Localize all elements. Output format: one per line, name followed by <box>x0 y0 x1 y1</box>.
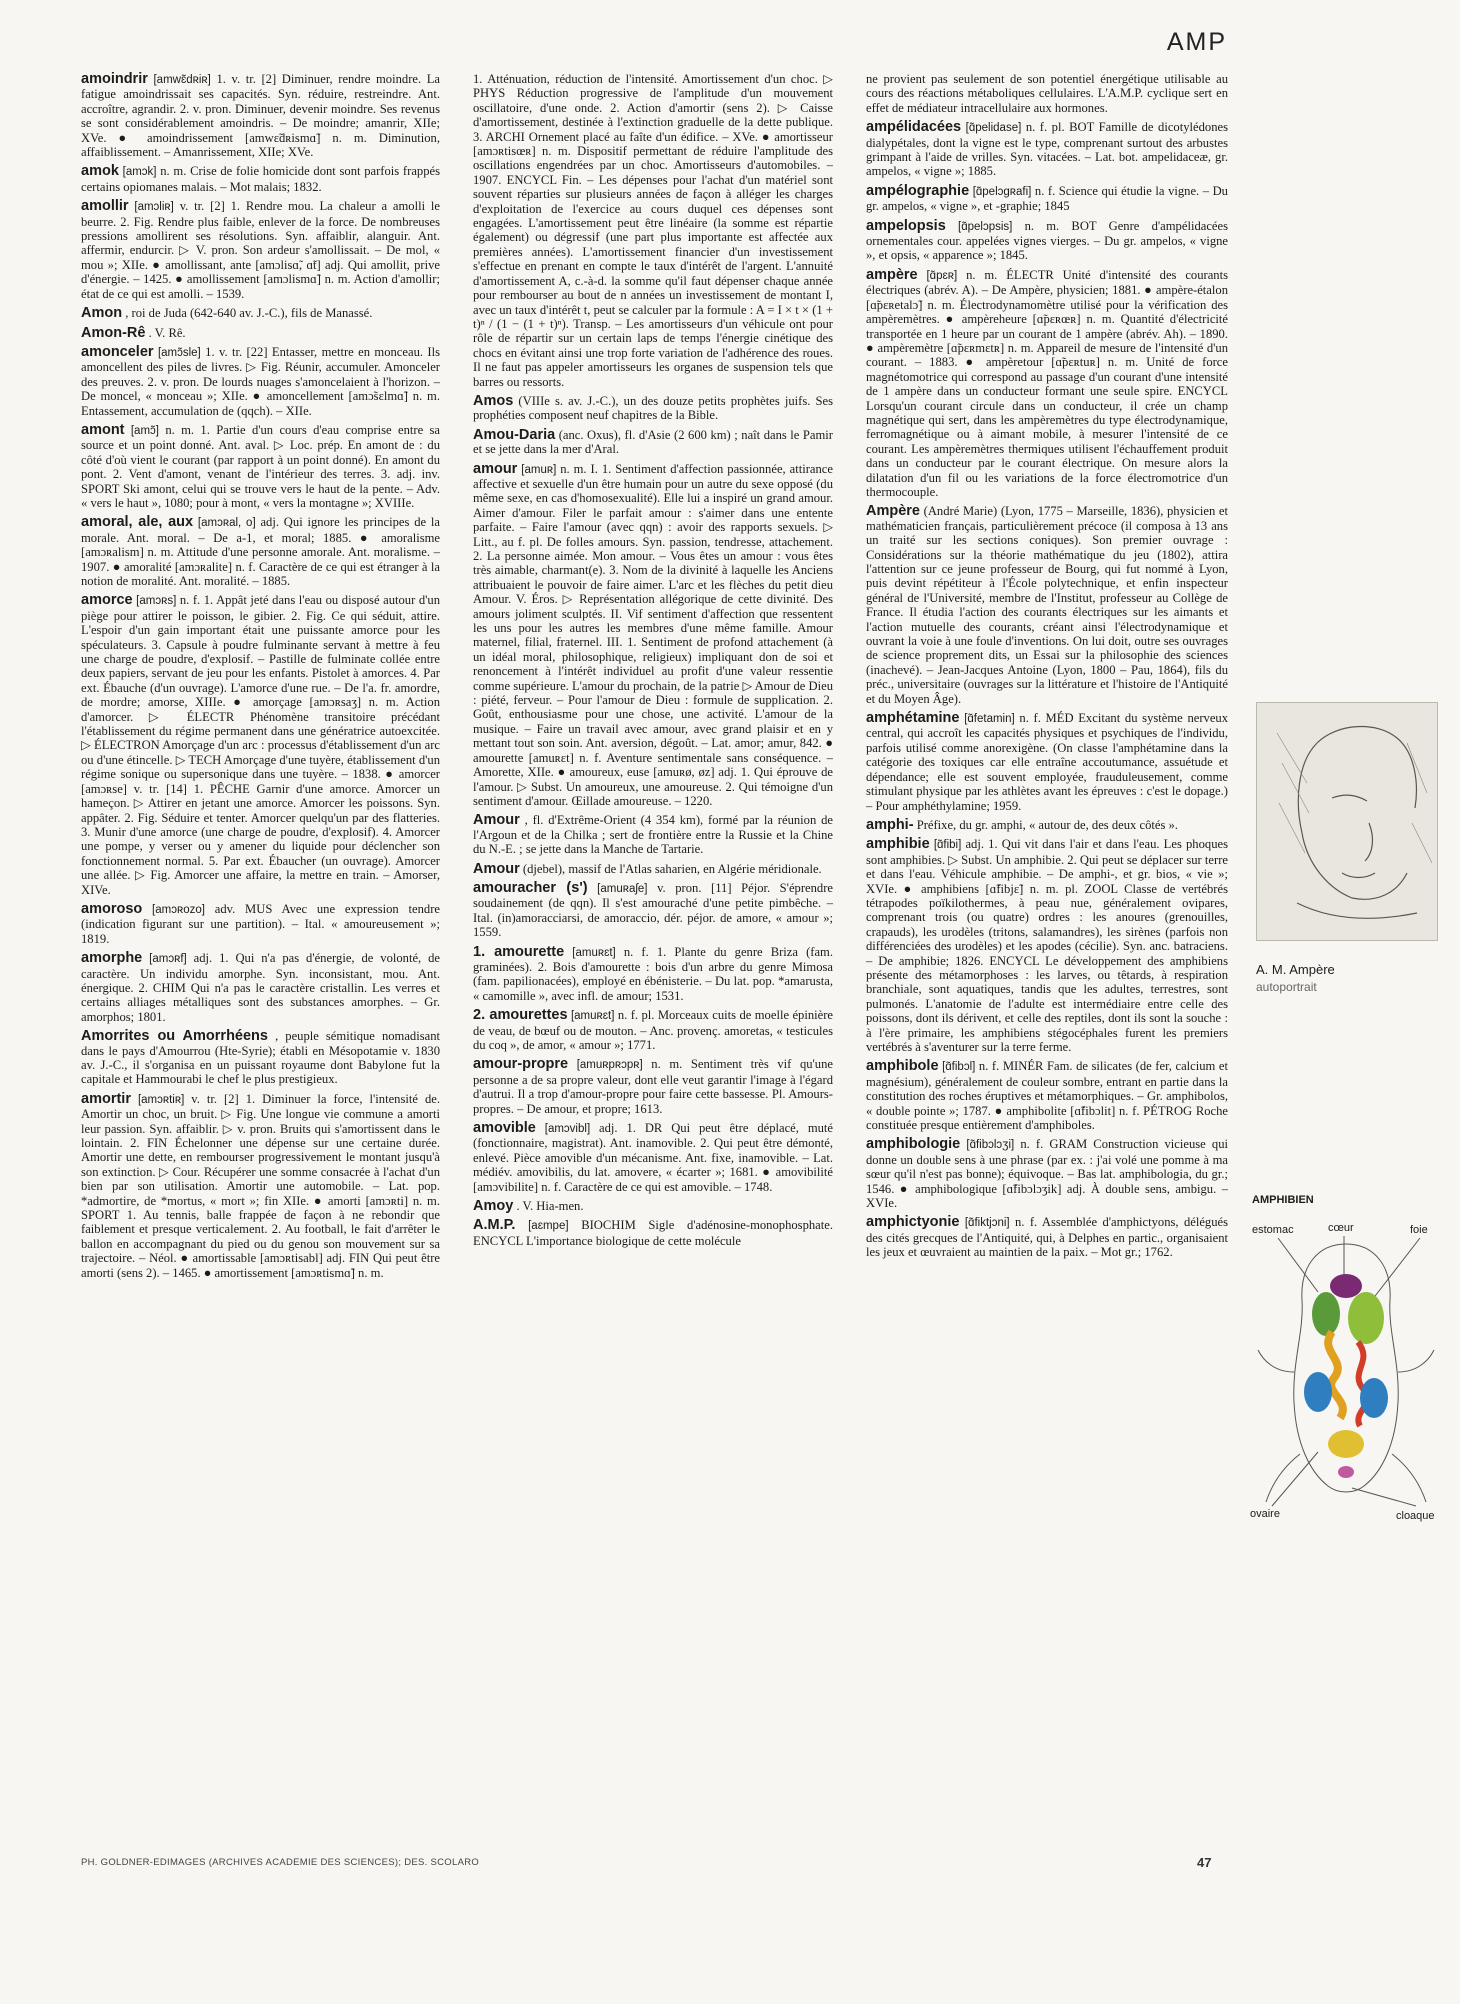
entry-definition: 1. v. tr. [22] Entasser, mettre en monceau. Ils amoncellent des piles de livres. ▷ Fig. Réunir, accumuler. Amonceler des preuves. 2. v. pron. De lourds nuages s'amoncelaient à l'horizon. – De moncel, « monceau »; XIIe. ● amoncellement [amɔ̃sɛlmɑ̃] n. m. Entassement, accumulation de (qqch). – XIIe. <box>81 344 440 418</box>
entry-definition: . V. Rê. <box>148 325 186 340</box>
dictionary-entry <box>473 1008 833 1052</box>
entry-headword: 1. amourette <box>473 943 565 960</box>
entry-pronunciation: [amɔk] <box>122 166 157 179</box>
entry-definition: v. pron. [11] Péjor. S'éprendre soudainement (de qqn). Il s'est amouraché d'une petite pimbêche. – Ital. (in)amoracciarsi, de amoraccio, dér. péjor. de amore, « amour »; 1559. <box>473 880 833 940</box>
entry-headword: amphictyonie <box>866 1214 960 1231</box>
entry-pronunciation: [ɑ̃pɛʀ] <box>926 269 958 282</box>
dictionary-entry <box>473 1057 833 1116</box>
entry-headword: Amour <box>473 812 520 829</box>
entry-definition: v. tr. [2] 1. Diminuer la force, l'intensité de. Amortir un choc, un bruit. ▷ Fig. Une longue vie commune a amorti leur passion. Syn. affaiblir. ▷ v. pron. Bruits qui s'amortissent dans le lointain. 2. FIN Échelonner une dépense sur une certaine durée. Amortir une dette, en rembourser progressivement le montant jusqu'à son extinction. ▷ Cour. Récupérer une somme consacrée à l'achat d'un bien par son utilisation. Amortir une automobile. – Lat. pop. *admortire, de *mortus, « mort »; fin XIIe. ● amorti [amɔʀti] n. m. SPORT 1. Au tennis, balle frappée de façon à ne rebondir que faiblement et presque verticalement. 2. Au football, le fait d'arrêter le ballon en accompagnant du pied ou du genou son mouvement sur sa trajectoire. – Néol. ● amortissable [amɔʀtisabl] adj. FIN Qui peut être amorti (sens 2). – 1465. ● amortissement [amɔʀtismɑ̃] n. m. <box>81 1091 440 1280</box>
entry-pronunciation: [ɑ̃fetamin] <box>964 713 1015 726</box>
entry-definition: n. f. 1. Appât jeté dans l'eau ou disposé autour d'un piège pour attirer le poisson, le gibier. 2. Fig. Ce qui séduit, attire. L'espoir d'un gain important était une puissante amorce pour les spéculateurs. 3. Capsule à poudre fulminante servant à mettre à feu une charge de poudre, d'explosif. – Pastille de fulminate collée entre deux papiers, servant de jeu pour les enfants. Pistolet à amorces. 4. Par ext. Ébauche (d'un ouvrage). L'amorce d'une rue. – De l'a. fr. amordre, de mordre; amorse, XIIIe. ● amorçage [amɔʀsaʒ] n. m. Action d'amorcer. ▷ ÉLECTR Phénomène transitoire précédant l'établissement du régime permanent dans une génératrice autoexcitée. ▷ ÉLECTRON Amorçage d'un arc : processus d'établissement d'un arc ou d'une étincelle. ▷ TECH Amorçage d'une tuyère, établissement d'un régime sonique ou supersonique dans une tuyère. – 1838. ● amorcer [amɔʀse] v. tr. [14] 1. PÊCHE Garnir d'une amorce. Amorcer un hameçon. ▷ Attirer en jetant une amorce. Amorcer les poissons. Syn. appâter. 2. Fig. Séduire et tenter. Amorcer quelqu'un par des flatteries. 3. Munir d'une amorce (une charge de poudre, d'explosif). 4. Amorcer une pompe, y verser ou y amener du liquide pour déclencher son fonctionnement normal. 5. Par ext. Ébaucher (un ouvrage). Amorcer une allée. ▷ Fig. Amorcer une affaire, la mettre en train. – Amorser, XIVe. <box>81 593 440 897</box>
entry-pronunciation: [amɔʀozo] <box>152 903 205 916</box>
portrait-subcaption: autoportrait <box>1256 980 1317 994</box>
dictionary-entry <box>866 837 1228 1054</box>
entry-headword: Amon-Rê <box>81 324 146 341</box>
entry-definition: v. tr. [2] 1. Rendre mou. La chaleur a amolli le beurre. 2. Fig. Rendre plus faible, enlever de la force. De nombreuses pressions amollirent ses résolutions. Syn. affaiblir, alanguir. Ant. affermir, endurcir. ▷ V. pron. Son ardeur s'amollissait. – De mol, « mou »; XIIe. ● amollissant, ante [amɔlisɑ̃, ɑ̃t] adj. Qui amollit, prive d'énergie. – 1425. ● amollissement [amɔlismɑ̃] n. m. Action d'amollir; état de ce qui est amolli. – 1539. <box>81 199 440 301</box>
column-3 <box>866 72 1228 1840</box>
entry-headword: Amos <box>473 392 514 409</box>
entry-pronunciation: [ɑ̃fiktjɔni] <box>964 1217 1010 1230</box>
entry-pronunciation: [amɔvibl] <box>544 1123 591 1136</box>
entry-headword: amollir <box>81 198 129 215</box>
entry-definition: (djebel), massif de l'Atlas saharien, en Algérie méridionale. <box>522 861 822 876</box>
entry-headword: Ampère <box>866 503 920 520</box>
entry-headword: amphibie <box>866 836 930 853</box>
dictionary-entry <box>866 1059 1228 1132</box>
entry-definition: n. f. MINÉR Fam. de silicates (de fer, calcium et magnésium), généralement de couleur sombre, entrant en partie dans la constitution des roches éruptives et métamorphiques. – Gr. amphibolos, « double pointe »; 1787. ● amphibolite [ɑ̃fibɔlit] n. f. PÉTROG Roche constituée presque entièrement d'amphiboles. <box>866 1059 1228 1133</box>
dictionary-entry <box>473 862 833 876</box>
entry-definition: n. f. Science qui étudie la vigne. – Du gr. ampelos, « vigne », et -graphie; 1845 <box>866 183 1228 214</box>
entry-headword: ampère <box>866 266 918 283</box>
entry-headword: ampélographie <box>866 182 970 199</box>
entry-headword: ampelopsis <box>866 217 946 234</box>
entry-pronunciation: [ɑ̃pelɔgʀafi] <box>972 185 1032 198</box>
running-head: AMP <box>1166 28 1227 56</box>
dictionary-entry <box>866 504 1228 706</box>
column-2 <box>473 72 833 1840</box>
entry-definition: (anc. Oxus), fl. d'Asie (2 600 km) ; naît dans le Pamir et se jette dans la mer d'Aral. <box>473 427 833 457</box>
entry-pronunciation: [amuʀ] <box>521 463 557 476</box>
entry-headword: ampélidacées <box>866 119 962 136</box>
entry-headword: amoindrir <box>81 72 148 87</box>
portrait-caption: A. M. Ampère <box>1256 962 1335 977</box>
dictionary-entry <box>866 120 1228 179</box>
entry-definition: Préfixe, du gr. amphi, « autour de, des deux côtés ». <box>916 817 1178 832</box>
entry-headword: amonceler <box>81 343 154 360</box>
dictionary-entry <box>866 711 1228 813</box>
dictionary-entry <box>81 1092 440 1280</box>
entry-definition: BIOCHIM Sigle d'adénosine-monophosphate. ENCYCL L'importance biologique de cette molécule <box>473 1218 833 1248</box>
dictionary-entry <box>81 72 440 159</box>
entry-headword: amorphe <box>81 950 143 967</box>
dictionary-entry <box>473 881 833 940</box>
entry-definition: (André Marie) (Lyon, 1775 – Marseille, 1836), physicien et mathématicien français, particulièrement précoce (il composa à 13 ans un traité sur les sections coniques). Son premier ouvrage : Considérations sur la théorie mathématique du jeu (1802), attira l'attention sur ce jeune professeur de Bourg, qui fut nommé à Lyon, puis devint répétiteur à l'École polytechnique, et enfin inspecteur général de l'Université, membre de l'Institut, professeur au Collège de France. Il étudia l'action des courants électriques sur les aimants et l'action mutuelle des courants, créant ainsi l'électrodynamique et ouvrant la voie à une foule d'inventions. On lui doit, outre ses ouvrages de science proprement dits, un Essai sur la philosophie des sciences (inachevé). – Jean-Jacques Antoine (Lyon, 1800 – Pau, 1864), fils du préc., universitaire (ouvrages sur la littérature et l'histoire de l'Antiquité et du Moyen Âge). <box>866 504 1228 706</box>
label-ovaire: ovaire <box>1250 1508 1280 1520</box>
entry-definition: n. m. 1. Partie d'un cours d'eau comprise entre sa source et un point donné. Ant. aval. ▷ Loc. prép. En amont de : du côté d'où vient le courant (par rapport à un point donné). En amont du pont. 2. Vent d'amont, venant de l'intérieur des terres. 3. adj. inv. SPORT Ski amont, celui qui se trouve vers le haut de la pente. – Adv. « vers le haut », 1080; pour à mont, « vers la montagne »; XVIIIe. <box>81 422 440 510</box>
dictionary-entry <box>866 818 1228 832</box>
dictionary-entry <box>866 72 1228 115</box>
dictionary-entry <box>473 428 833 457</box>
entry-definition: adj. Qui ignore les principes de la morale. Ant. moral. – De a-1, et moral; 1885. ● amoralisme [amɔʀalism] n. m. Attitude d'une personne amorale. Ant. moralisme. – 1907. ● amoralité [amɔʀalite] n. f. Caractère de ce qui est étranger à la notion de moralité. Ant. moralité. – 1885. <box>81 515 440 588</box>
entry-pronunciation: [amɔ̃] <box>130 424 159 437</box>
entry-pronunciation: [ɑ̃fibɔlɔʒi] <box>966 1139 1015 1152</box>
entry-headword: amphétamine <box>866 710 960 727</box>
label-coeur: cœur <box>1328 1222 1354 1234</box>
entry-pronunciation: [amɔliʀ] <box>134 201 174 214</box>
entry-definition: adj. 1. Qui n'a pas d'énergie, de volonté, de caractère. Un individu amorphe. Syn. inconsistant, mou. Ant. énergique. 2. CHIM Qui n'a pas le caractère cristallin. Les verres et certains alliages métalliques sont des substances amorphes. – Gr. amorphos; 1801. <box>81 951 440 1024</box>
entry-headword: amoroso <box>81 900 143 917</box>
entry-definition: 1. v. tr. [2] Diminuer, rendre moindre. La fatigue amoindrissait ses capacités. Syn. réduire, restreindre. Ant. accroître, agrandir. 2. v. pron. Diminuer, devenir moindre. Ses revenus se sont considérablement amoindris. – De moindre; amanrir, XIIe; XVe. ● amoindrissement [amwɛ̃dʀismɑ̃] n. m. Diminution, affaiblissement. – Amanrissement, XIIe; XVe. <box>81 72 440 160</box>
dictionary-entry <box>81 593 440 897</box>
entry-definition: n. f. MÉD Excitant du système nerveux central, qui accroît les capacités physiques et psychiques de l'individu, parfois utilisé comme anorexigène. (On classe l'amphétamine dans la catégorie des toxiques car elle entraîne accoutumance, assuétude et dépendance; elle est souvent employée, frauduleusement, comme stimulant physique par les athlètes avant les épreuves : c'est le dopage.) – Pour amphéthylamine; 1959. <box>866 711 1228 813</box>
entry-pronunciation: [amɔʀs] <box>136 595 177 608</box>
entry-headword: 2. amourettes <box>473 1007 568 1024</box>
entry-pronunciation: [aɛmpe] <box>528 1220 569 1233</box>
entry-pronunciation: [amɔʀal, o] <box>197 517 256 530</box>
entry-pronunciation: [ɑ̃fibɔl] <box>942 1061 976 1074</box>
label-foie: foie <box>1410 1224 1428 1236</box>
entry-headword: amouracher (s') <box>473 879 588 896</box>
entry-headword: amoral, ale, aux <box>81 514 194 531</box>
dictionary-entry <box>473 462 833 809</box>
column-1 <box>81 72 440 1840</box>
dictionary-entry <box>81 1029 440 1087</box>
entry-headword: Amoy <box>473 1198 514 1215</box>
dictionary-entry <box>473 1199 833 1213</box>
entry-definition: (VIIIe s. av. J.-C.), un des douze petits prophètes juifs. Ses prophéties composent neuf chapitres de la Bible. <box>473 393 833 423</box>
entry-definition: adj. 1. DR Qui peut être déplacé, muté (fonctionnaire, magistrat). Ant. inamovible. 2. Qui peut être démonté, enlevé. Pièce amovible d'un mécanisme. Ant. fixe, inamovible. – Lat. médiév. amovibilis, du lat. amovere, « écarter »; 1681. ● amovibilité [amɔvibilite] n. f. Caractère de ce qui est amovible. – 1748. <box>473 1121 833 1194</box>
entry-definition: ne provient pas seulement de son potentiel énergétique utilisable au cours des réactions métaboliques cellulaires. L'A.M.P. cyclique sert en effet de médiateur intracellulaire aux hormones. <box>866 72 1228 115</box>
entry-pronunciation: [amuʀɛt] <box>572 946 616 959</box>
entry-headword: Amou-Daria <box>473 426 556 443</box>
dictionary-entry <box>473 813 833 856</box>
entry-headword: amorce <box>81 592 133 609</box>
entry-definition: . V. Hia-men. <box>516 1199 584 1214</box>
dictionary-entry <box>81 326 440 340</box>
dictionary-entry <box>473 72 833 389</box>
ampere-portrait-image <box>1256 702 1438 941</box>
dictionary-entry <box>866 1215 1228 1259</box>
entry-headword: amour-propre <box>473 1056 569 1073</box>
entry-pronunciation: [amwɛ̃dʀiʀ] <box>153 74 211 86</box>
entry-definition: , roi de Juda (642-640 av. J.-C.), fils de Manassé. <box>125 306 373 321</box>
entry-definition: n. f. pl. Morceaux cuits de moelle épinière de veau, de bœuf ou de mouton. – Anc. provenç. amoretas, « testicules du coq », de amor, « amour »; 1771. <box>473 1008 833 1052</box>
dictionary-entry <box>473 1218 833 1248</box>
entry-definition: n. m. I. 1. Sentiment d'affection passionnée, attirance affective et sexuelle d'un être humain pour un autre du sexe opposé (du même sexe, en cas d'homosexualité). Elle lui a inspiré un grand amour. Aimer d'amour. Filer le parfait amour : s'aimer dans une entente parfaite. – Faire l'amour (avec qqn) : avoir des rapports sexuels. ▷ Litt., au f. pl. De folles amours. Syn. passion, tendresse, attachement. 2. La personne aimée. Mon amour. – Vous êtes un amour : vous êtes très aimable, charmant(e). 3. Nom de la divinité à laquelle les Anciens attribuaient le pouvoir de faire aimer. L'arc et les flèches du petit dieu Amour. V. Éros. ▷ Représentation allégorique de cette divinité. Des amours joliment sculptés. II. Vif sentiment d'affection que ressentent les uns pour les autres les membres d'une même famille. Amour maternel, filial, fraternel. III. 1. Sentiment de profond attachement (à un idéal moral, philosophique, religieux) impliquant don de soi et renoncement à l'intérêt individuel au profit d'une valeur ressentie comme supérieure. L'amour du prochain, de la patrie ▷ Amour de Dieu : piété, ferveur. – Pour l'amour de Dieu : formule de supplication. 2. Goût, enthousiasme pour une chose, une activité. L'amour de la musique. – Faire un travail avec amour, avec grand plaisir et en y mettant tout son soin. Ant. aversion, dégoût. – Lat. amor; amur, 842. ● amourette [amuʀɛt] n. f. Aventure sentimentale sans conséquence. – Amorette, XIIe. ● amoureux, euse [amuʀø, øz] adj. 1. Qui éprouve de l'amour. ▷ Subst. Un amoureux, une amoureuse. 2. Qui témoigne d'un sentiment d'amour. Œillade amoureuse. – 1220. <box>473 461 833 808</box>
entry-headword: amok <box>81 163 119 180</box>
entry-definition: n. m. BOT Genre d'ampélidacées ornementales cour. appelées vignes vierges. – Du gr. ampelos, « vigne », et opsis, « apparence »; 1845. <box>866 218 1228 263</box>
dictionary-entry <box>81 902 440 946</box>
entry-definition: 1. Atténuation, réduction de l'intensité. Amortissement d'un choc. ▷ PHYS Réduction progressive de l'amplitude d'un mouvement oscillatoire, d'une onde. 2. Action d'amortir (sens 2). ▷ Caisse d'amortissement, destinée à l'extinction graduelle de la dette publique. 3. ARCHI Ornement placé au faîte d'un édifice. – XVe. ● amortisseur [amɔʀtisœʀ] n. m. Dispositif permettant de réduire l'amplitude des oscillations engendrées par un choc. Amortisseurs d'automobiles. – 1907. ENCYCL Fin. – Les dépenses pour l'achat d'un matériel sont souvent réparties sur plusieurs années de façon à alléger les charges d'exploitation de l'exercice au cours duquel ces dépenses sont engagées. L'amortissement peut être linéaire (la somme est répartie également) ou dégressif (une part plus importante est affectée aux premières années). L'amortissement financier d'un investissement s'effectue en prenant en compte le taux d'intérêt de l'argent. L'annuité d'amortissement A, c.-à-d. la somme qu'il faut dépenser chaque année pour rembourser au bout de n années un investissement de montant I, avec un taux d'intérêt t, peut se calculer par la formule : A = I × t × (1 + t)ⁿ / (1 − (1 + t)ⁿ). Transp. – Les amortisseurs d'un véhicule ont pour rôle de répartir sur un certain laps de temps l'énergie cinétique des chocs en évitant ainsi une trop forte variation de l'adhérence des roues. Il ne faut pas appeler amortisseurs les organes de suspension tels que barres ou ressorts. <box>473 72 833 389</box>
entry-pronunciation: [amɔʀtiʀ] <box>137 1093 185 1106</box>
entry-headword: A.M.P. <box>473 1217 516 1234</box>
entry-headword: amphi- <box>866 816 914 833</box>
entry-definition: n. f. GRAM Construction vicieuse qui donne un double sens à une phrase (par ex. : j'ai volé une pomme à ma sœur qu'il n'est pas bonne); équivoque. – Bas lat. amphibologia, du gr.; 1546. ● amphibologique [ɑ̃fibɔlɔʒik] adj. À double sens, ambigu. – XVIe. <box>866 1137 1228 1211</box>
entry-definition: adj. 1. Qui vit dans l'air et dans l'eau. Les phoques sont amphibies. ▷ Subst. Un amphibie. 2. Qui peut se déplacer sur terre et dans l'eau. Véhicule amphibie. – De amphi-, et gr. bios, « vie »; XVIe. ● amphibiens [ɑ̃fibjɛ̃] n. m. pl. ZOOL Classe de vertébrés tétrapodes poïkilothermes, à peau nue, généralement ovipares, comprenant trois (ou quatre) ordres : les anoures (grenouilles, crapauds), les urodèles (tritons, salamandres), les sirènes (parfois non différenciées des urodèles) et les apodes (cécilie). Syn. anc. batraciens. – De amphibie; 1826. ENCYCL Le développement des amphibiens présente des métamorphoses : les larves, ou têtards, à respiration branchiale, sont aquatiques, tandis que les adultes, terrestres, sont pulmonés. L'anatomie de l'adulte est intermédiaire entre celle des poissons, dont ils dérivent, et celle des reptiles, dont ils sont la souche : à l'ère primaire, les amphibiens stégocéphales furent les premiers vertébrés à s'aventurer sur la terre ferme. <box>866 837 1228 1054</box>
amphibian-anatomy-figure <box>1248 1222 1444 1528</box>
dictionary-entry <box>473 945 833 1004</box>
dictionary-entry <box>473 1121 833 1194</box>
entry-headword: amont <box>81 421 125 438</box>
entry-definition: n. f. Assemblée d'amphictyons, délégués des cités grecques de l'Antiquité, qui, à Delphes en partic., organisaient les jeux et œuvraient au maintien de la paix. – Mot gr.; 1762. <box>866 1215 1228 1260</box>
dictionary-entry <box>866 219 1228 263</box>
dictionary-entry <box>866 1137 1228 1210</box>
label-cloaque: cloaque <box>1396 1510 1435 1522</box>
entry-headword: amovible <box>473 1120 536 1137</box>
dictionary-entry <box>866 268 1228 500</box>
dictionary-entry <box>81 423 440 510</box>
figure-title: AMPHIBIEN <box>1252 1194 1314 1206</box>
entry-headword: amortir <box>81 1090 131 1107</box>
entry-definition: n. f. pl. BOT Famille de dicotylédones dialypétales, dont la vigne est le type, comprenant surtout des arbustes grimpant à l'aide de vrilles. Syn. vitacées. – Lat. bot. ampelidaceæ, gr. ampelos, « vigne »; 1885. <box>866 120 1228 179</box>
entry-pronunciation: [ɑ̃pelidase] <box>965 122 1022 135</box>
dictionary-entry <box>81 199 440 301</box>
dictionary-entry <box>866 184 1228 214</box>
entry-definition: n. m. ÉLECTR Unité d'intensité des courants électriques (abrév. A). – De Ampère, physicien; 1881. ● ampère-étalon [ɑ̃pɛʀetalɔ̃] n. m. Électrodynamomètre utilisé pour la vérification des ampèremètres. ● ampèreheure [ɑ̃pɛʀœʀ] n. m. Quantité d'électricité transportée en 1 heure par un courant de 1 ampère (abrév. Ah). – 1890. ● ampèremètre [ɑ̃pɛʀmɛtʀ] n. m. Appareil de mesure de l'intensité d'un courant. – 1883. ● ampèretour [ɑ̃pɛʀtuʀ] n. m. Unité de force magnétomotrice qui correspond au passage d'un courant d'une intensité de 1 ampère dans un conducteur formant une seule spire. ENCYCL Lorsqu'un courant circule dans un conducteur, il crée un champ magnétique qui sert, dans les ampèremètres du type électrodynamique, ferromagnétique ou à aimant mobile, à mesurer l'intensité de ce courant. Les ampèremètres thermiques utilisent l'échauffement produit dans un conducteur par le courant électrique. On mesure alors la dilatation d'un fil ou les variations de la force électromotrice d'un thermocouple. <box>866 267 1228 499</box>
entry-headword: Amorrites ou Amorrhéens <box>81 1028 268 1045</box>
dictionary-entry <box>81 345 440 418</box>
entry-headword: Amon <box>81 305 123 322</box>
dictionary-entry <box>81 306 440 320</box>
entry-pronunciation: [amuʀaʃe] <box>597 882 648 895</box>
entry-definition: n. m. Sentiment très vif qu'une personne a de sa propre valeur, dont elle veut garantir l'image à l'égard d'autrui. Il a trop d'amour-propre pour faire cette bassesse. Pl. Amours-propres. – De amour, et propre; 1613. <box>473 1057 833 1116</box>
entry-pronunciation: [amɔ̃sle] <box>157 346 201 359</box>
entry-pronunciation: [amuʀpʀɔpʀ] <box>576 1059 643 1072</box>
page-number: 47 <box>1197 1855 1212 1870</box>
dictionary-entry <box>81 164 440 194</box>
entry-definition: n. f. 1. Plante du genre Briza (fam. graminées). 2. Bois d'amourette : bois d'un arbre du genre Mimosa (fam. papilionacées), employé en ébénisterie. – Du lat. pop. *amarusta, « camomille », avec infl. de amour; 1531. <box>473 944 833 1003</box>
entry-definition: adv. MUS Avec une expression tendre (indication figurant sur une partition). – Ital. « amoureusement »; 1819. <box>81 901 440 946</box>
dictionary-entry <box>81 951 440 1024</box>
label-estomac: estomac <box>1252 1224 1294 1236</box>
entry-headword: amphibole <box>866 1058 939 1075</box>
entry-headword: amphibologie <box>866 1136 961 1153</box>
entry-pronunciation: [ɑ̃fibi] <box>933 839 962 852</box>
entry-headword: Amour <box>473 860 520 877</box>
entry-definition: , fl. d'Extrême-Orient (4 354 km), formé par la réunion de l'Argoun et de la Chilka ; sert de frontière entre la Russie et la Chine du N.-E. ; se jette dans la Manche de Tartarie. <box>473 813 833 857</box>
entry-pronunciation: [amɔʀf] <box>149 953 187 966</box>
entry-pronunciation: [ɑ̃pelɔpsis] <box>958 220 1013 233</box>
entry-definition: n. m. Crise de folie homicide dont sont parfois frappés certains opiomanes malais. – Mot malais; 1832. <box>81 164 440 194</box>
entry-definition: , peuple sémitique nomadisant dans le pays d'Amourrou (Hte-Syrie); établi en Mésopotamie v. 1830 av. J.-C., il s'organisa en un puissant royaume dont Babylone fut la capitale et Hammourabi le chef le plus prestigieux. <box>81 1029 440 1087</box>
dictionary-entry <box>81 515 440 588</box>
entry-pronunciation: [amuʀɛt] <box>570 1010 615 1023</box>
dictionary-entry <box>473 394 833 423</box>
entry-headword: amour <box>473 460 518 477</box>
photo-credit: PH. GOLDNER-EDIMAGES (ARCHIVES ACADEMIE DES SCIENCES); DES. SCOLARO <box>81 1857 480 1868</box>
